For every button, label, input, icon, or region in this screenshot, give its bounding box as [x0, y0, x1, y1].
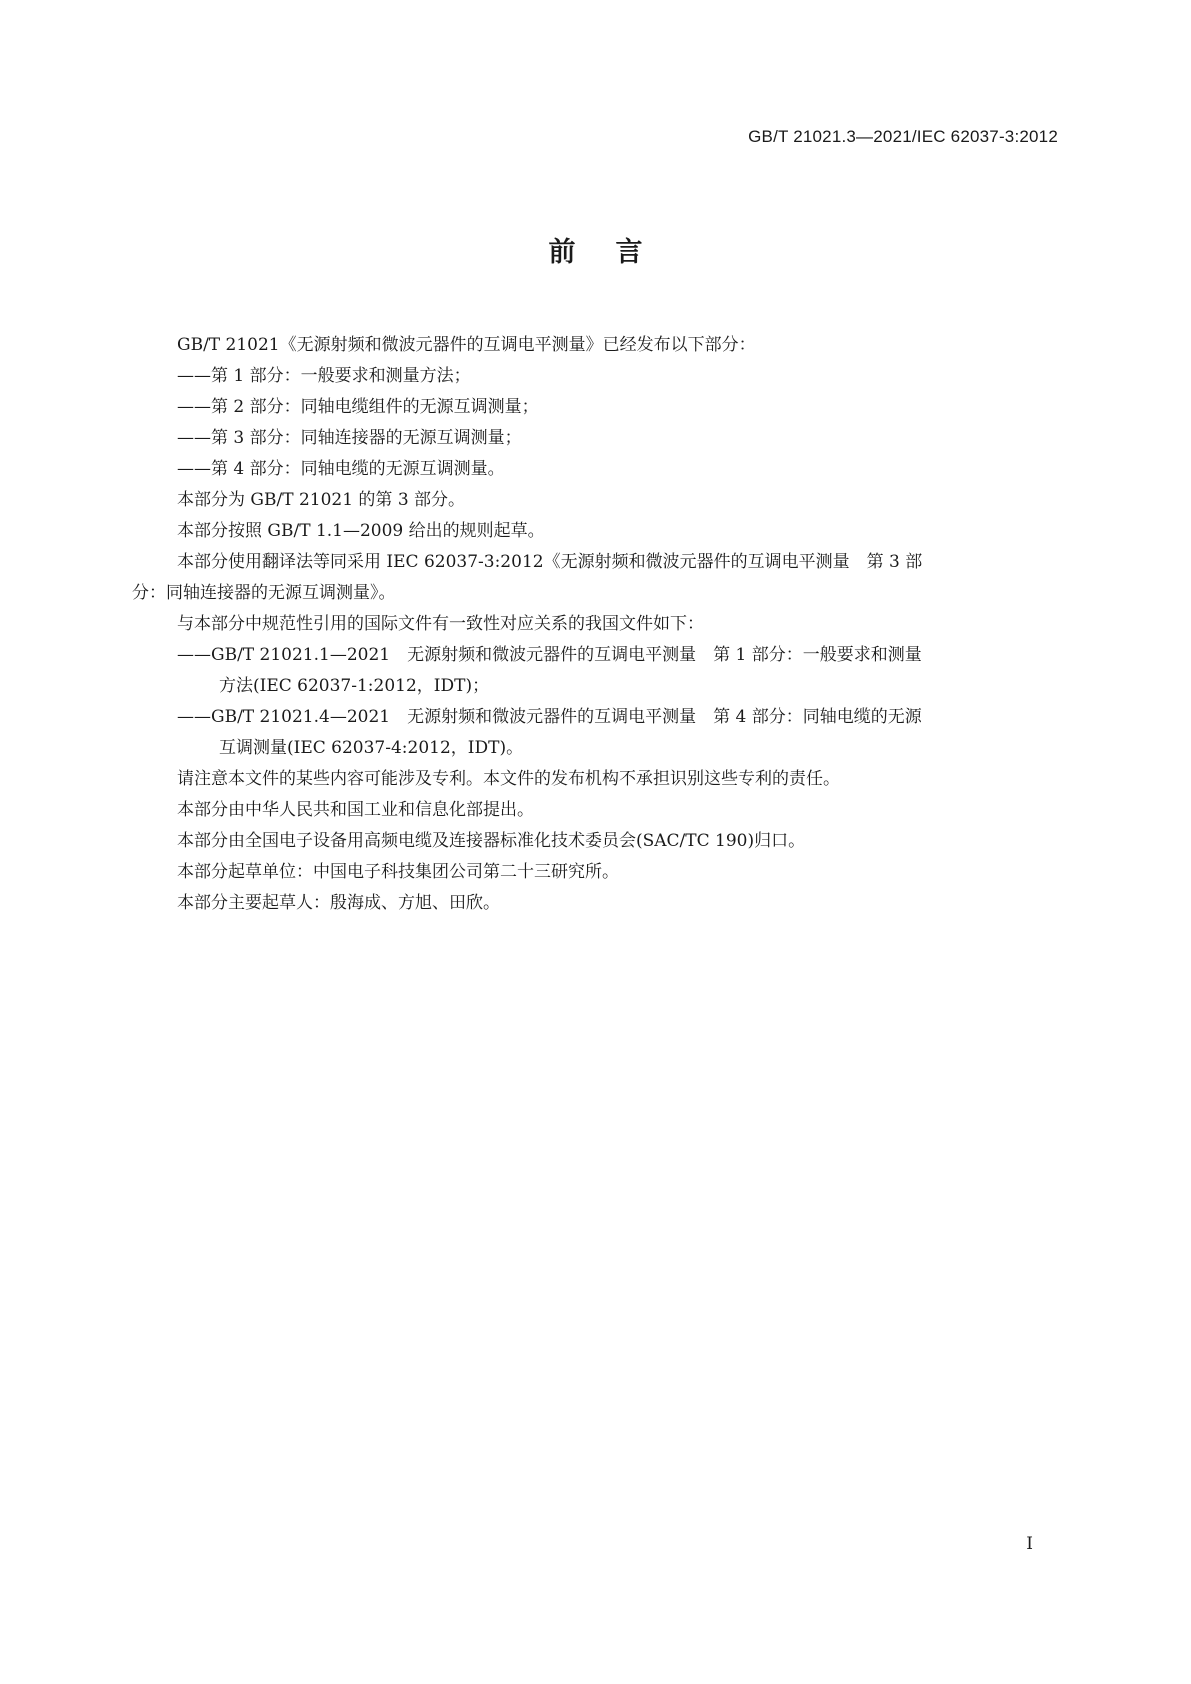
page-number: I [1026, 1534, 1033, 1554]
reference-item-1-line1: ——GB/T 21021.1—2021 无源射频和微波元器件的互调电平测量 第 1 部分：一般要求和测量 [177, 645, 922, 665]
reference-item-2-line1: ——GB/T 21021.4—2021 无源射频和微波元器件的互调电平测量 第 4 部分：同轴电缆的无源 [177, 707, 922, 727]
committee-paragraph: 本部分由全国电子设备用高频电缆及连接器标准化技术委员会(SAC/TC 190)归口。 [177, 831, 806, 851]
reference-item-1 [132, 640, 1060, 702]
part-item-2: ——第 2 部分：同轴电缆组件的无源互调测量； [177, 397, 539, 417]
foreword-body [132, 330, 1060, 919]
drafting-unit-paragraph: 本部分起草单位：中国电子科技集团公司第二十三研究所。 [177, 862, 619, 882]
standard-code-header: GB/T 21021.3—2021/IEC 62037-3:2012 [748, 127, 1058, 146]
reference-item-2 [132, 702, 1060, 764]
correspondence-paragraph: 与本部分中规范性引用的国际文件有一致性对应关系的我国文件如下： [177, 614, 704, 634]
part-item-4: ——第 4 部分：同轴电缆的无源互调测量。 [177, 459, 505, 479]
translation-paragraph-line1: 本部分使用翻译法等同采用 IEC 62037-3:2012《无源射频和微波元器件的互调电平测量 第 3 部 [177, 552, 923, 572]
drafters-paragraph: 本部分主要起草人：殷海成、方旭、田欣。 [177, 893, 500, 913]
patent-paragraph: 请注意本文件的某些内容可能涉及专利。本文件的发布机构不承担识别这些专利的责任。 [177, 769, 840, 789]
proposed-paragraph: 本部分由中华人民共和国工业和信息化部提出。 [177, 800, 534, 820]
part-item-3: ——第 3 部分：同轴连接器的无源互调测量； [177, 428, 522, 448]
rules-paragraph: 本部分按照 GB/T 1.1—2009 给出的规则起草。 [177, 521, 545, 541]
reference-item-2-line2: 互调测量(IEC 62037-4:2012，IDT)。 [219, 738, 524, 758]
page-title: 前言 [548, 237, 683, 268]
part-item-1: ——第 1 部分：一般要求和测量方法； [177, 366, 471, 386]
part-of-paragraph: 本部分为 GB/T 21021 的第 3 部分。 [177, 490, 466, 510]
translation-paragraph-line2: 分：同轴连接器的无源互调测量》。 [132, 583, 396, 603]
intro-paragraph: GB/T 21021《无源射频和微波元器件的互调电平测量》已经发布以下部分： [177, 335, 756, 355]
reference-item-1-line2: 方法(IEC 62037-1:2012，IDT)； [219, 676, 490, 696]
